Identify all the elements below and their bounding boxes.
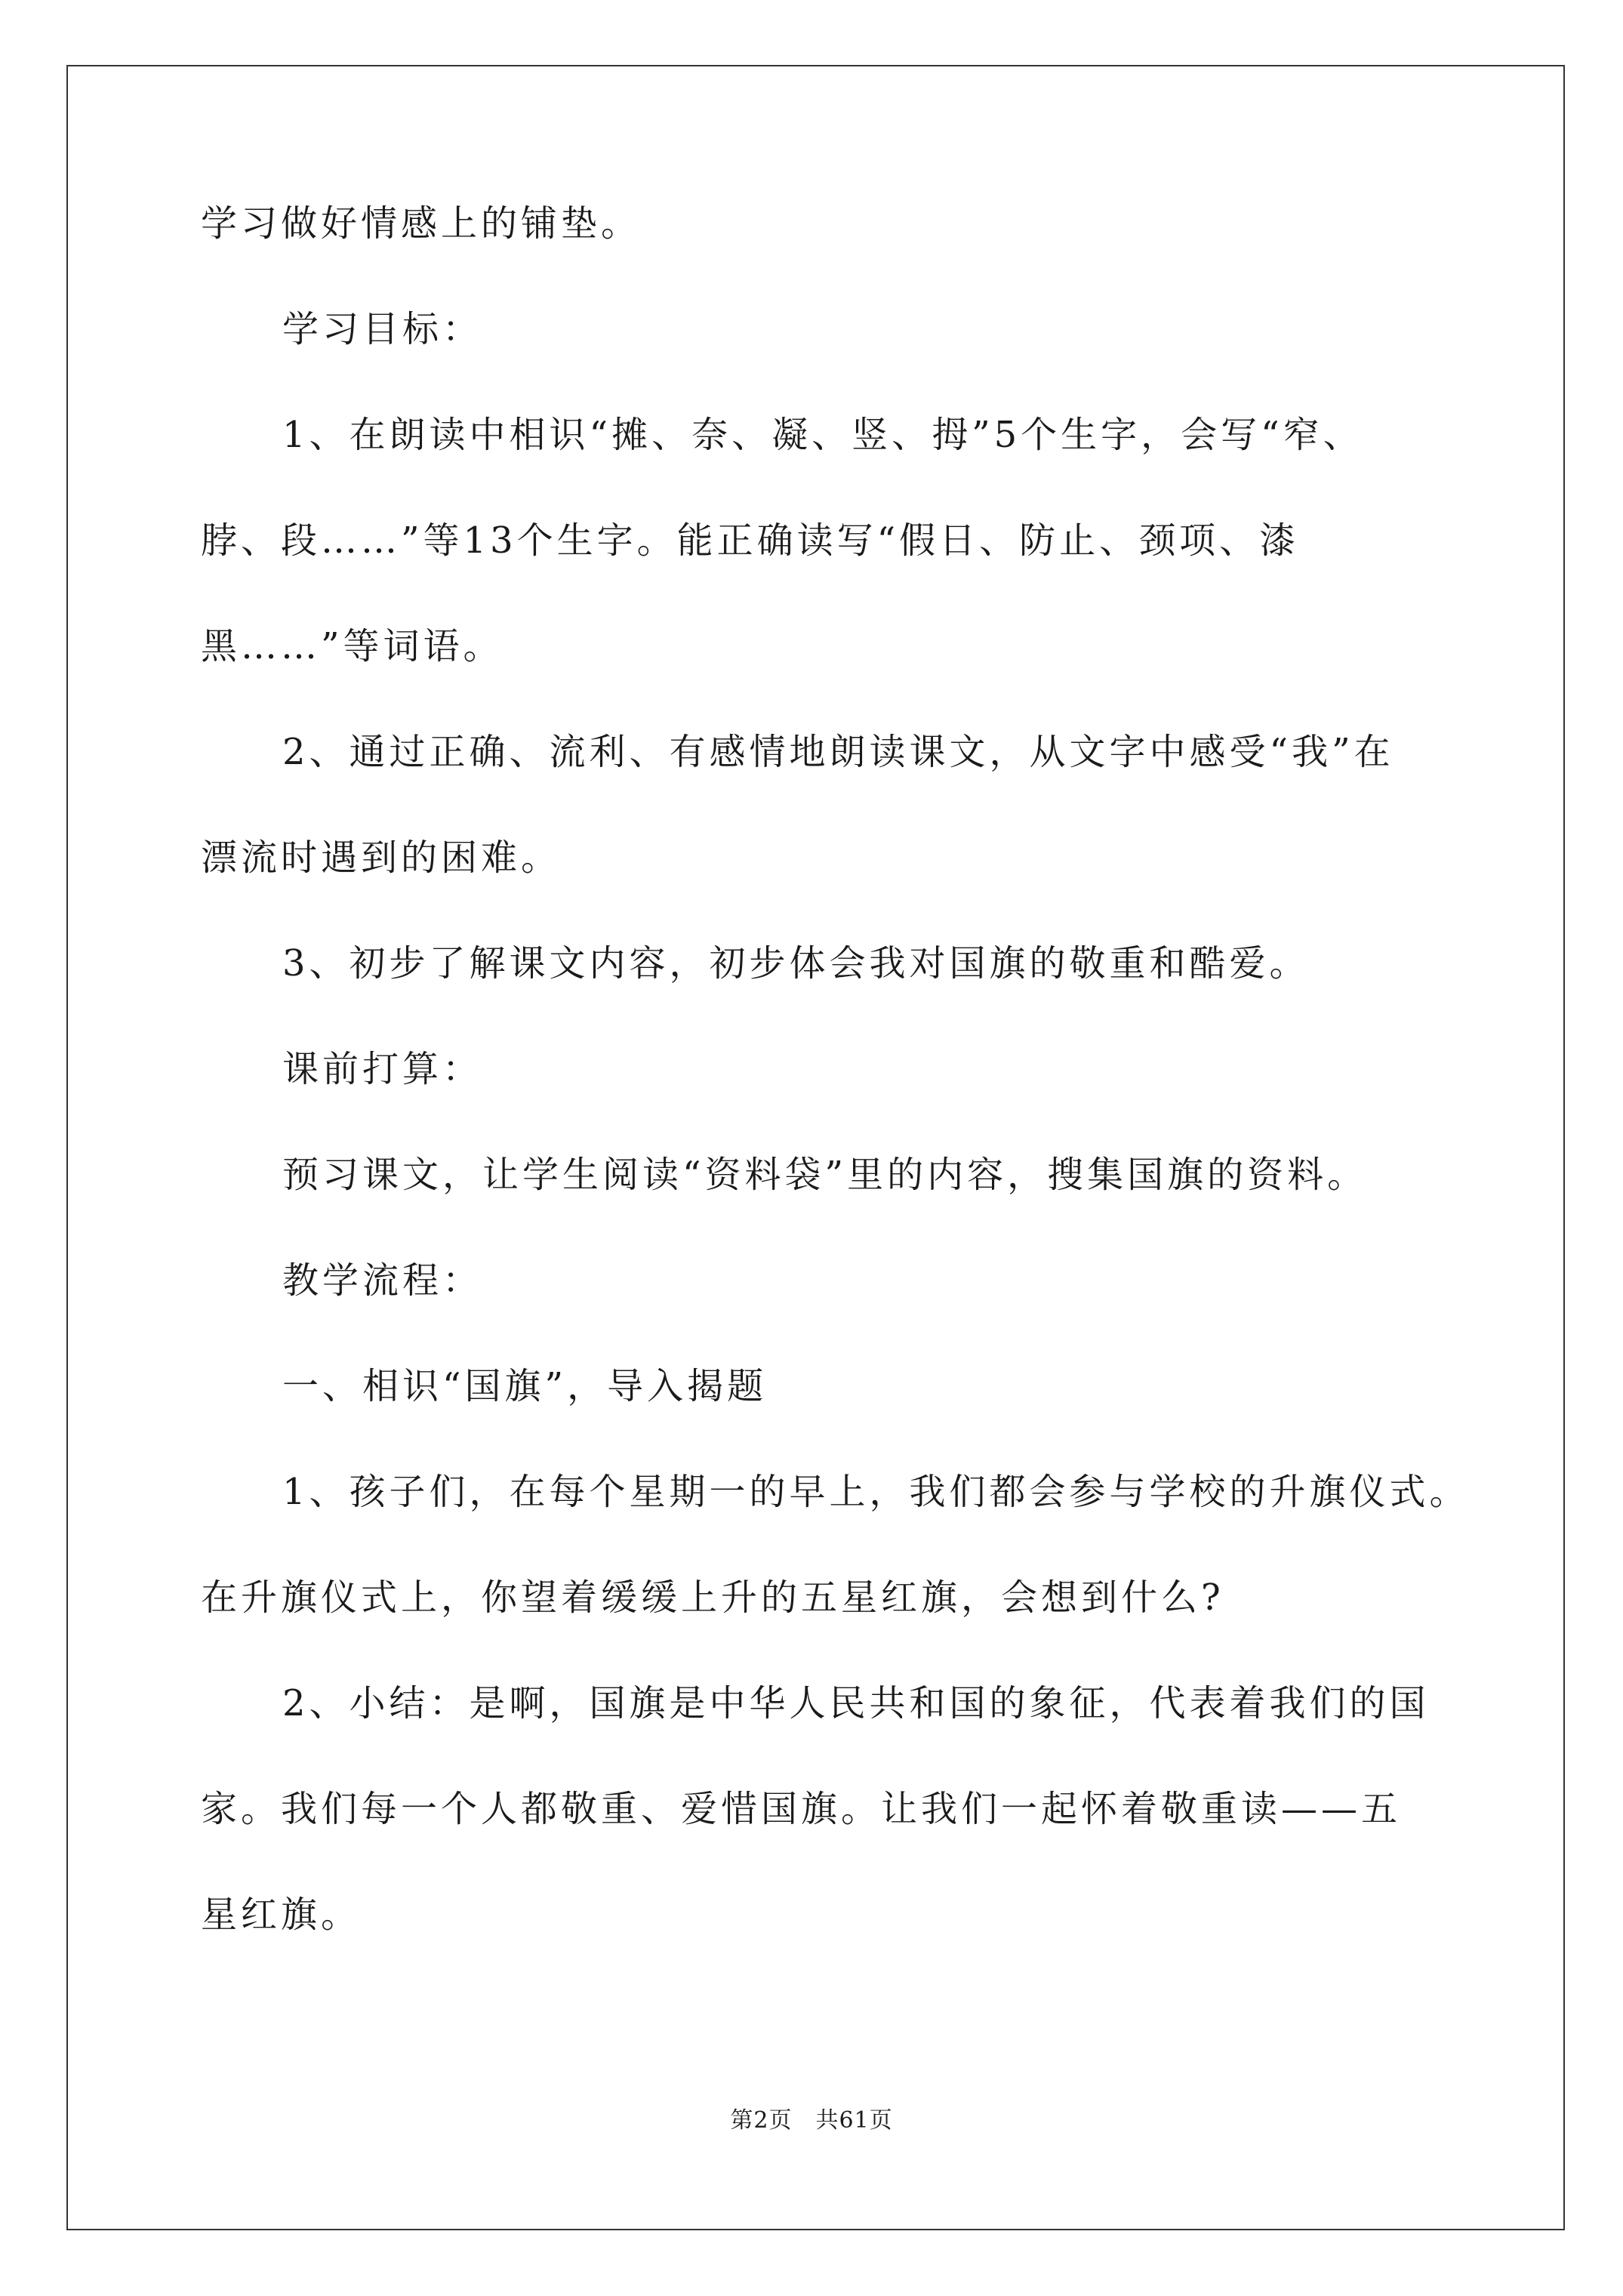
- text-line: 脖、段……”等13个生字。能正确读写“假日、防止、颈项、漆: [201, 519, 1300, 562]
- text-line: 教学流程：: [282, 1259, 483, 1302]
- text-line: 学习目标：: [282, 308, 483, 350]
- text-line: 3、初步了解课文内容，初步体会我对国旗的敬重和酷爱。: [282, 942, 1310, 985]
- text-line: 黑……”等词语。: [201, 625, 504, 667]
- text-line: 课前打算：: [282, 1048, 483, 1090]
- text-line: 家。我们每一个人都敬重、爱惜国旗。让我们一起怀着敬重读——五: [201, 1788, 1402, 1830]
- text-line: 1、孩子们，在每个星期一的早上，我们都会参与学校的升旗仪式。: [282, 1471, 1470, 1513]
- page-number: 第2页 共61页: [730, 2107, 893, 2134]
- text-line: 学习做好情感上的铺垫。: [201, 202, 642, 245]
- text-line: 预习课文，让学生阅读“资料袋”里的内容，搜集国旗的资料。: [282, 1154, 1368, 1196]
- text-line: 1、在朗读中相识“摊、奈、凝、竖、拇”5个生字，会写“窄、: [282, 414, 1363, 456]
- text-line: 2、通过正确、流利、有感情地朗读课文，从文字中感受“我”在: [282, 731, 1394, 773]
- text-line: 一、相识“国旗”，导入揭题: [282, 1365, 768, 1407]
- text-line: 星红旗。: [201, 1894, 362, 1936]
- text-line: 在升旗仪式上，你望着缓缓上升的五星红旗，会想到什么?: [201, 1576, 1224, 1619]
- text-line: 2、小结：是啊，国旗是中华人民共和国的象征，代表着我们的国: [282, 1682, 1430, 1724]
- text-line: 漂流时遇到的困难。: [201, 837, 562, 879]
